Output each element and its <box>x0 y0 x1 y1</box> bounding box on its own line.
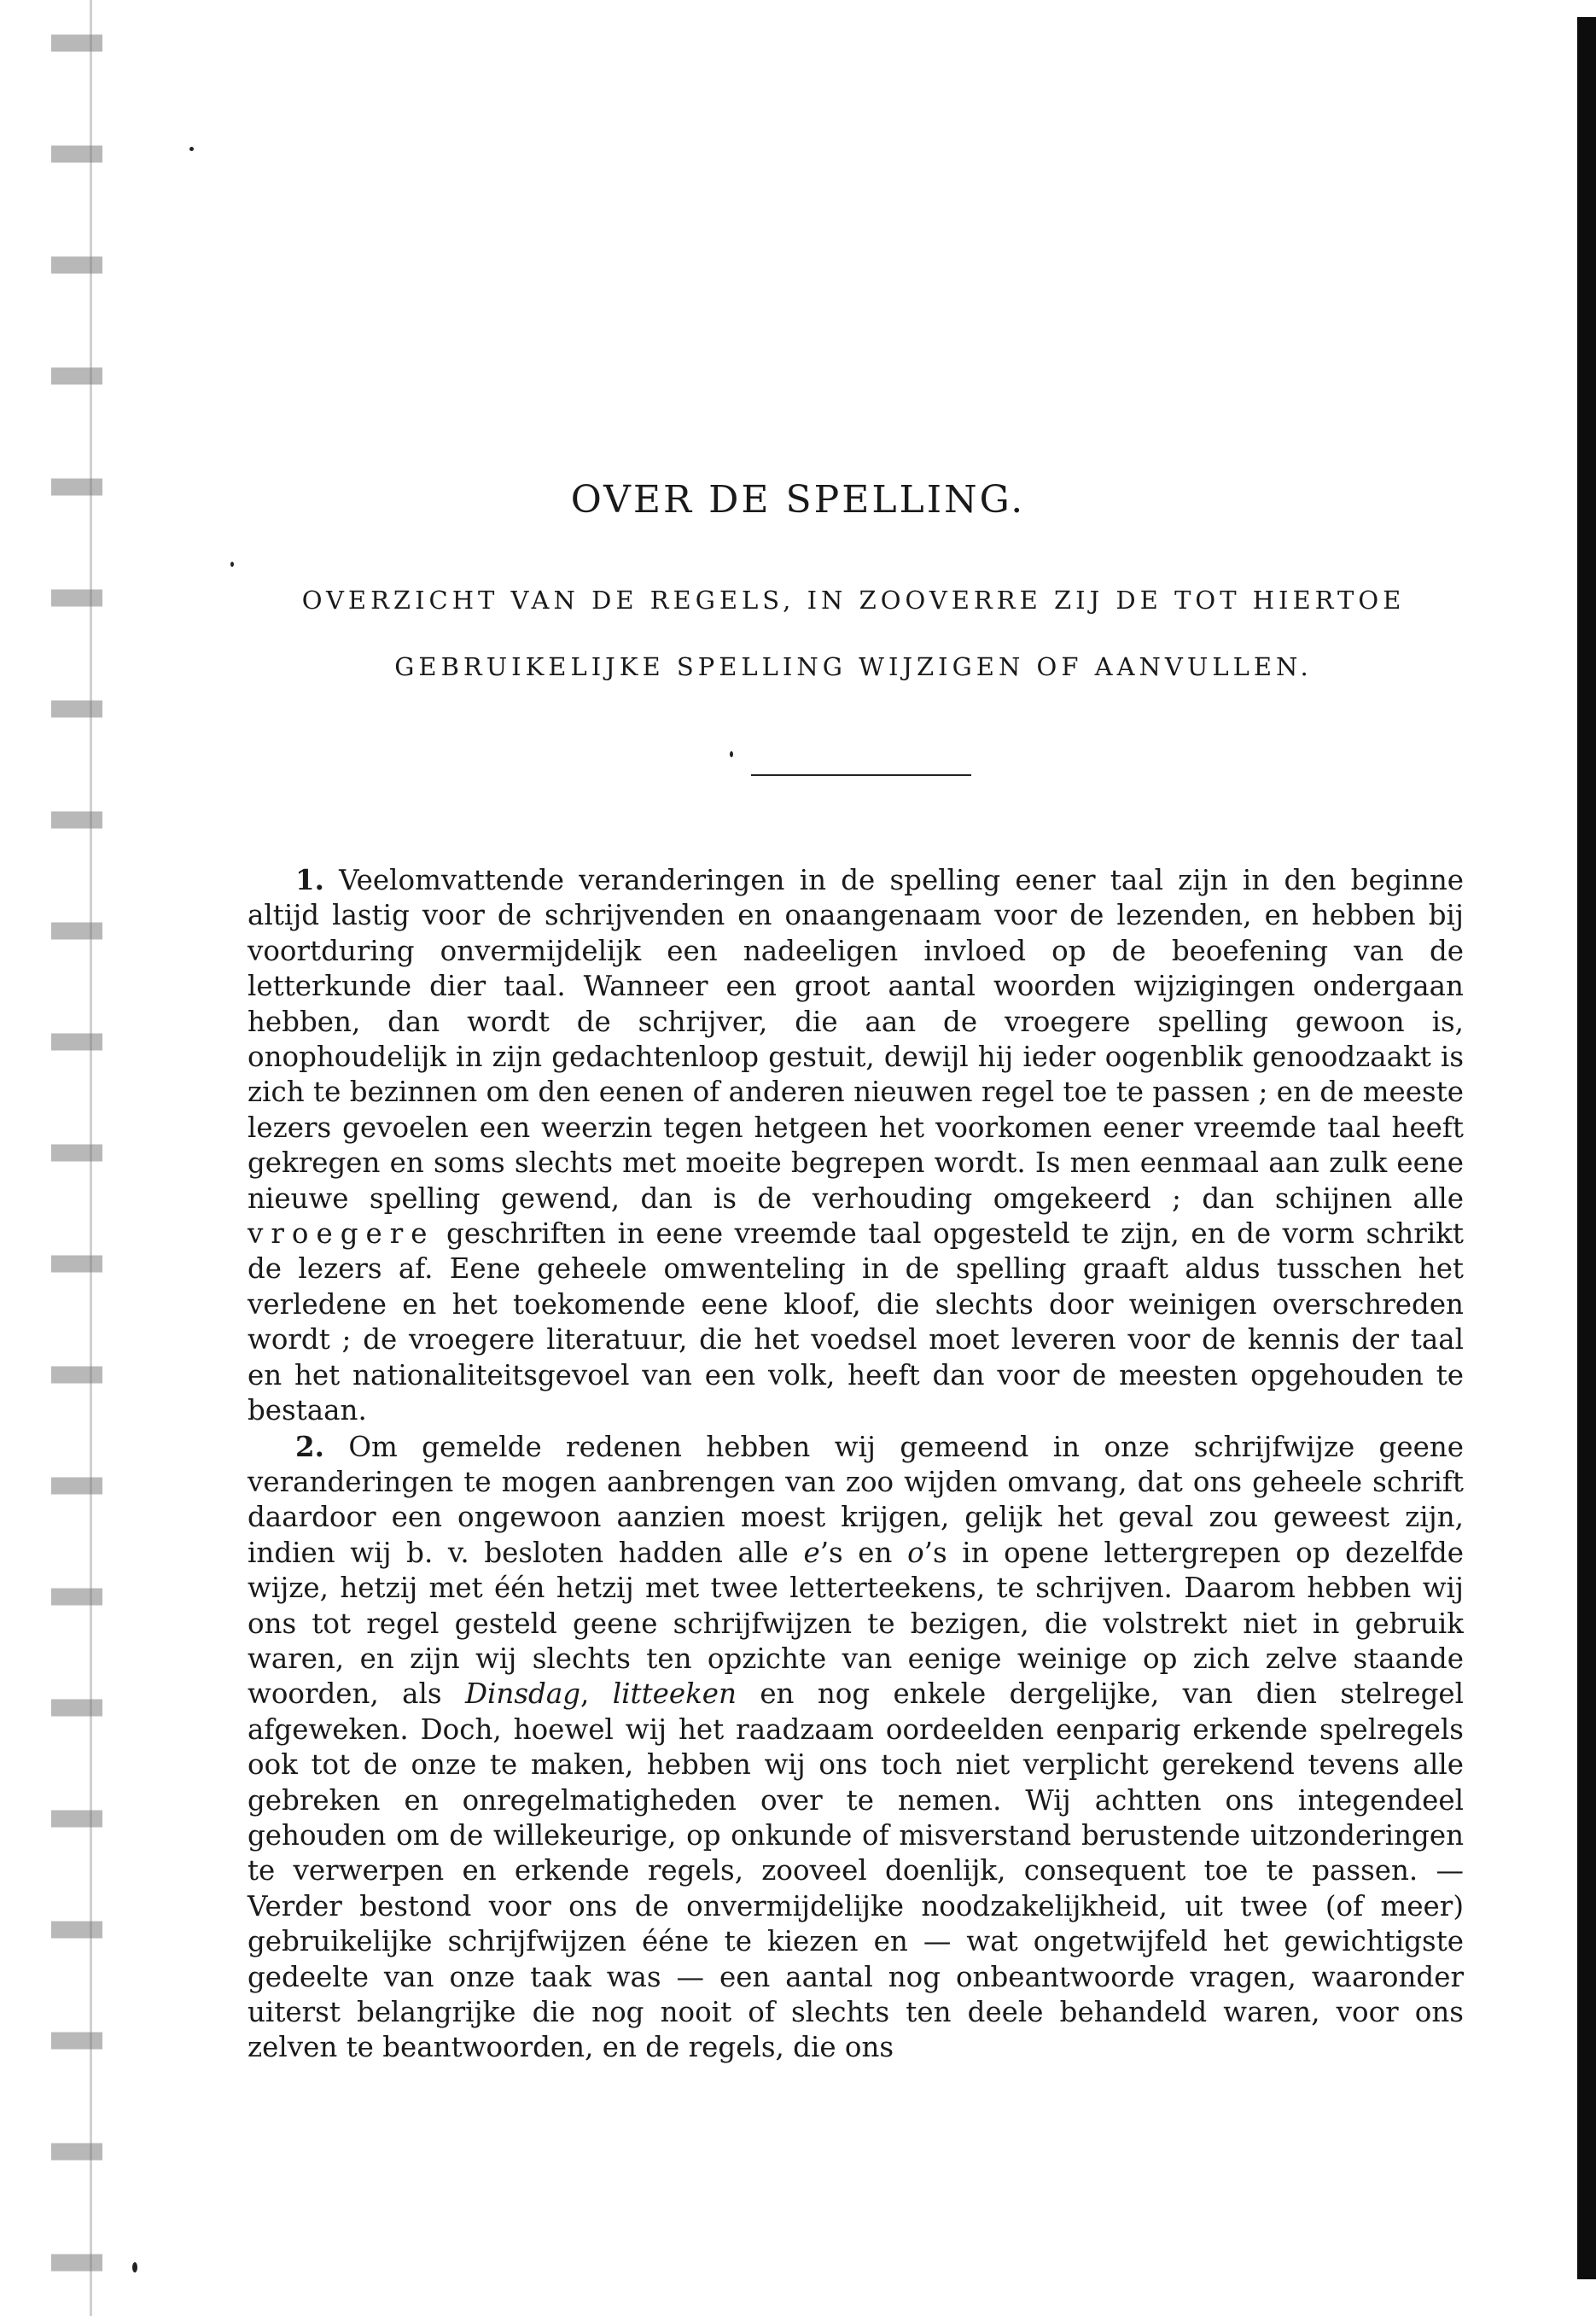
italic-term: o <box>907 1536 924 1569</box>
paragraph-number: 1. <box>295 863 324 896</box>
italic-term: e <box>803 1536 820 1569</box>
paragraph-text: geschriften in eene vreemde taal opgesteld te zijn, en de vorm schrikt de lezers af. Eene geheele omwenteling in de spelling graaft aldus tusschen het verledene en het toekomende eene kloof, die slechts door weinigen overschreden wordt ; de vroegere literatuur, die het voedsel moet leveren voor de kennis der taal en het nationaliteitsgevoel van een volk, heeft dan voor de meesten opgehouden te bestaan. <box>248 1217 1464 1427</box>
italic-term: Dinsdag <box>464 1677 581 1711</box>
subtitle-line-2: GEBRUIKELIJKE SPELLING WIJZIGEN OF AANVULLEN. <box>394 652 1313 681</box>
emphasized-word: vroegere <box>248 1217 435 1251</box>
scan-speck <box>230 562 234 567</box>
paragraph-1 <box>248 862 1464 1429</box>
paragraph-text: ’s en <box>819 1536 908 1569</box>
section-divider <box>751 774 971 776</box>
body-text <box>248 862 1464 2066</box>
paragraph-number: 2. <box>295 1429 324 1463</box>
subtitle-line-1: OVERZICHT VAN DE REGELS, IN ZOOVERRE ZIJ DE TOT HIERTOE <box>301 586 1406 615</box>
paragraph-text: Om gemelde redenen hebben wij gemeend in onze schrijfwijze geene veranderingen te mogen aanbrengen van zoo wijden omvang, dat ons geheele schrift daardoor een ongewoon aanzien moest krijgen, gelijk het geval zou geweest zijn, indien wij b. v. besloten hadden alle <box>248 1430 1464 1569</box>
paragraph-text: Veelomvattende veranderingen in de spelling eener taal zijn in den beginne altijd lastig voor de schrijvenden en onaangenaam voor de lezenden, en hebben bij voortduring onvermijdelijk een nadeeligen invloed op de beoefening van de letterkunde dier taal. Wanneer een groot aantal woorden wijzigingen ondergaan hebben, dan wordt de schrijver, die aan de vroegere spelling gewoon is, onophoudelijk in zijn gedachtenloop gestuit, dewijl hij ieder oogenblik genoodzaakt is zich te bezinnen om den eenen of anderen nieuwen regel toe te passen ; en de meeste lezers gevoelen een weerzin tegen hetgeen het voorkomen eener vreemde taal heeft gekregen en soms slechts met moeite begrepen wordt. Is men eenmaal aan zulk eene nieuwe spelling gewend, dan is de verhouding omgekeerd ; dan schijnen alle <box>248 864 1464 1215</box>
italic-term: litteeken <box>612 1677 737 1711</box>
paragraph-text: , <box>580 1677 613 1711</box>
scan-speck <box>132 2262 137 2272</box>
scan-speck <box>730 751 733 757</box>
page-title: OVER DE SPELLING. <box>570 478 1026 522</box>
scan-speck <box>189 147 194 151</box>
paragraph-text: en nog enkele dergelijke, van dien stelregel afgeweken. Doch, hoewel wij het raadzaam oordeelden eenparig erkende spelregels ook tot de onze te maken, hebben wij ons toch niet verplicht gerekend tevens alle gebreken en onregelmatigheden over te nemen. Wij achtten ons integendeel gehouden om de willekeurige, op onkunde of misverstand berustende uitzonderingen te verwerpen en erkende regels, zooveel doenlijk, consequent toe te passen. — Verder bestond voor ons de onvermijdelijke noodzakelijkheid, uit twee (of meer) gebruikelijke schrijfwijzen ééne te kiezen en — wat ongetwijfeld het gewichtigste gedeelte van onze taak was — een aantal nog onbeantwoorde vragen, waaronder uiterst belangrijke die nog nooit of slechts ten deele behandeld waren, voor ons zelven te beantwoorden, en de regels, die ons <box>248 1677 1464 2064</box>
paragraph-text: ’s in opene lettergrepen op dezelfde wijze, hetzij met één hetzij met twee letterteekens, te schrijven. Daarom hebben wij ons tot regel gesteld geene schrijfwijzen te bezigen, die volstrekt niet in gebruik waren, en zijn wij slechts ten opzichte van eenige weinige op zich zelve staande woorden, als <box>248 1536 1464 1711</box>
scan-edge-bar <box>1577 17 1596 2279</box>
paragraph-2 <box>248 1429 1464 2066</box>
scan-binding-shadow <box>51 0 102 2316</box>
